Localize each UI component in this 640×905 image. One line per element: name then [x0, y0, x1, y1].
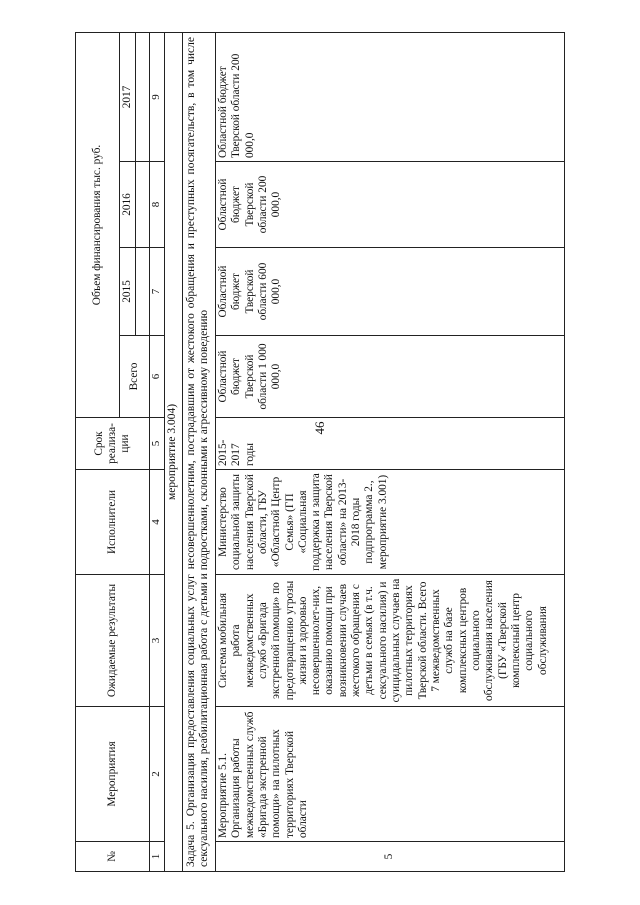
column-number: 3 — [150, 575, 165, 707]
row-no: 5 — [215, 842, 564, 872]
table-row — [215, 33, 564, 872]
column-number: 9 — [150, 33, 165, 162]
subheader-row — [165, 33, 182, 872]
column-number: 5 — [150, 418, 165, 470]
row-2016: Областной бюджет Тверской области 200 000,0 — [215, 162, 564, 248]
header-results: Ожидаемые результаты — [76, 575, 150, 707]
header-funding: Объем финансирования тыс. руб. — [76, 33, 120, 418]
row-total: Областной бюджет Тверской области 1 000 000,0 — [215, 336, 564, 418]
row-2015: Областной бюджет Тверской области 600 000,0 — [215, 248, 564, 336]
column-number: 2 — [150, 707, 165, 842]
page-number: 46 — [312, 421, 327, 435]
task-text: Задача 5. Организация предоставления социальных услуг несовершеннолетним, пострадавшим от жестокого обращения и преступных посягательств, в том числе сексуального насилия, реабилитационная работа с детьми и подростками, склонными к агрессивному поведению — [182, 33, 215, 872]
column-number: 6 — [150, 336, 165, 418]
row-result: Система мобильная работа межведомственных служб «Бригада экстренной помощи» по предотвращению угрозы жизни и здоровью несовершеннолет-них, оказанию помощи при возникновении случаев жестокого обращения с детьми в семьях (в т.ч. сексуального насилия) и суицидальных случаев на пилотных территориях Тверской области. Всего 7 межведомственных служб на базе комплексных центров социального обслуживания населения (ГБУ «Тверской комплексный центр социального обслуживания — [215, 575, 564, 707]
header-no: № — [76, 842, 150, 872]
subheader: мероприятие 3.004) — [165, 33, 182, 872]
row-term: 2015-2017 годы — [215, 418, 564, 470]
header-executors: Исполнители — [76, 470, 150, 575]
header-events: Мероприятия — [76, 707, 150, 842]
row-event: Мероприятие 5.1. Организация работы межведомственных служб «Бригада экстренной помощи» на пилотных территориях Тверской области — [215, 707, 564, 842]
funding-table — [75, 32, 565, 872]
task-row — [182, 33, 215, 872]
column-number: 4 — [150, 470, 165, 575]
header-2016: 2016 — [120, 162, 136, 248]
row-2017: Областной бюджет Тверской области 200 000,0 — [215, 33, 564, 162]
header-total: Всего — [120, 336, 150, 418]
row-executor: Министерство социальной защиты населения Тверской области, ГБУ «Областной Центр Семья» (ГП «Социальная поддержка и защита населения Тверской области» на 2013-2018 годы подпрограмма 2., мероприятие 3.001) — [215, 470, 564, 575]
column-number: 1 — [150, 842, 165, 872]
column-number: 7 — [150, 248, 165, 336]
header-2017: 2017 — [120, 33, 136, 162]
header-2015: 2015 — [120, 248, 136, 336]
column-number: 8 — [150, 162, 165, 248]
rotated-table-sheet — [75, 32, 565, 872]
column-numbers-row — [150, 33, 165, 872]
header-term: Срок реализа-ции — [76, 418, 150, 470]
